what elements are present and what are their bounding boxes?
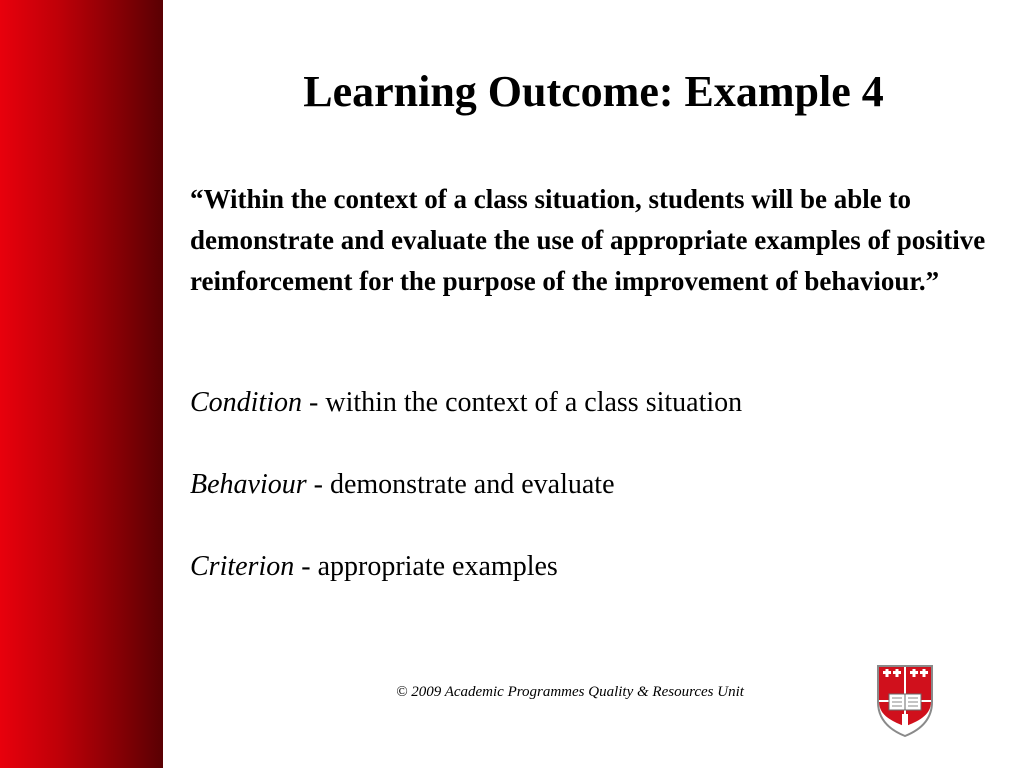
condition-term: Condition xyxy=(190,387,303,418)
condition-description: within the context of a class situation xyxy=(325,387,743,418)
learning-outcome-quote: “Within the context of a class situation, students will be able to demonstrate and evaluate the use of appropriate examples of positive reinforcement for the purpose of the improvement of behaviour.” xyxy=(190,184,986,296)
criterion-separator: - xyxy=(294,551,318,582)
slide-title: Learning Outcome: Example 4 xyxy=(303,67,884,116)
behaviour-separator: - xyxy=(306,469,330,500)
copyright-footer: © 2009 Academic Programmes Quality & Resources Unit xyxy=(396,684,744,700)
behaviour-item xyxy=(190,468,615,502)
university-crest-icon xyxy=(876,664,934,738)
side-band xyxy=(0,0,163,768)
criterion-item xyxy=(190,550,558,584)
criterion-term: Criterion xyxy=(190,551,295,582)
criterion-description: appropriate examples xyxy=(317,551,558,582)
behaviour-description: demonstrate and evaluate xyxy=(329,469,615,500)
behaviour-term: Behaviour xyxy=(190,469,307,500)
condition-separator: - xyxy=(302,387,326,418)
condition-item xyxy=(190,386,742,420)
